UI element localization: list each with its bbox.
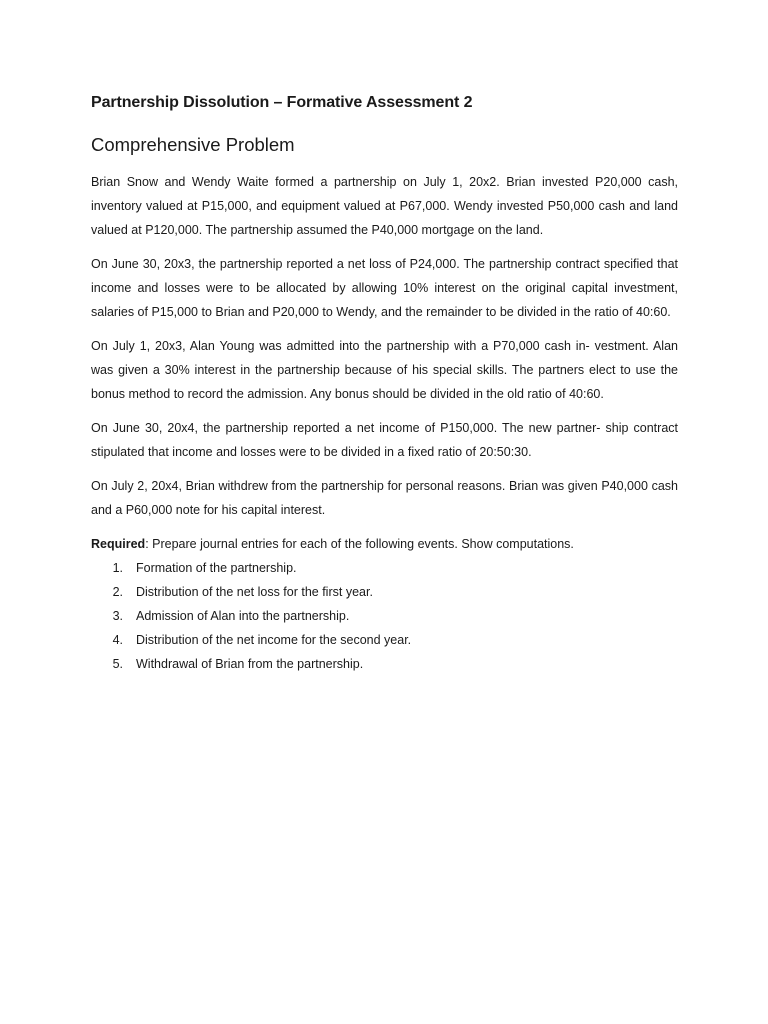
list-item — [91, 604, 678, 628]
list-item-number: 2. — [112, 585, 123, 599]
list-item-number: 3. — [112, 609, 123, 623]
list-item-text: Distribution of the net income for the second year. — [136, 633, 412, 647]
paragraph-net-loss: On June 30, 20x3, the partnership reported a net loss of P24,000. The partnership contract specified that income and losses were to be allocated by allowing 10% interest on the original capital investment, salaries of P15,000 to Brian and P20,000 to Wendy, and the remainder to be divided in the ratio of 40:60. — [91, 257, 678, 319]
required-text: : Prepare journal entries for each of the following events. Show computations. — [145, 537, 574, 551]
list-item — [91, 580, 678, 604]
section-heading: Comprehensive Problem — [91, 134, 295, 155]
paragraph-formation: Brian Snow and Wendy Waite formed a partnership on July 1, 20x2. Brian invested P20,000 cash, inventory valued at P15,000, and equipment valued at P67,000. Wendy invested P50,000 cash and land valued at P120,000. The partnership assumed the P40,000 mortgage on the land. — [91, 175, 678, 237]
list-item-text: Formation of the partnership. — [136, 561, 297, 575]
list-item-number: 4. — [112, 633, 123, 647]
list-item — [91, 556, 678, 580]
list-item-text: Distribution of the net loss for the first year. — [136, 585, 373, 599]
required-instruction — [91, 532, 678, 556]
paragraph-withdrawal: On July 2, 20x4, Brian withdrew from the partnership for personal reasons. Brian was given P40,000 cash and a P60,000 note for his capital interest. — [91, 479, 678, 517]
list-item-text: Admission of Alan into the partnership. — [136, 609, 350, 623]
paragraph-admission: On July 1, 20x3, Alan Young was admitted into the partnership with a P70,000 cash in- vestment. Alan was given a 30% interest in the partnership because of his special skills. The partners elect to use the bonus method to record the admission. Any bonus should be divided in the old ratio of 40:60. — [91, 339, 678, 401]
list-item — [91, 628, 678, 652]
required-list — [91, 556, 678, 676]
list-item — [91, 652, 678, 676]
list-item-number: 1. — [112, 561, 123, 575]
document-page — [91, 92, 678, 676]
document-title: Partnership Dissolution – Formative Assessment 2 — [91, 94, 473, 111]
required-label: Required — [91, 537, 146, 551]
list-item-number: 5. — [112, 657, 123, 671]
paragraph-net-income: On June 30, 20x4, the partnership reported a net income of P150,000. The new partner- ship contract stipulated that income and losses were to be divided in a fixed ratio of 20:50:30. — [91, 421, 678, 459]
list-item-text: Withdrawal of Brian from the partnership. — [136, 657, 364, 671]
